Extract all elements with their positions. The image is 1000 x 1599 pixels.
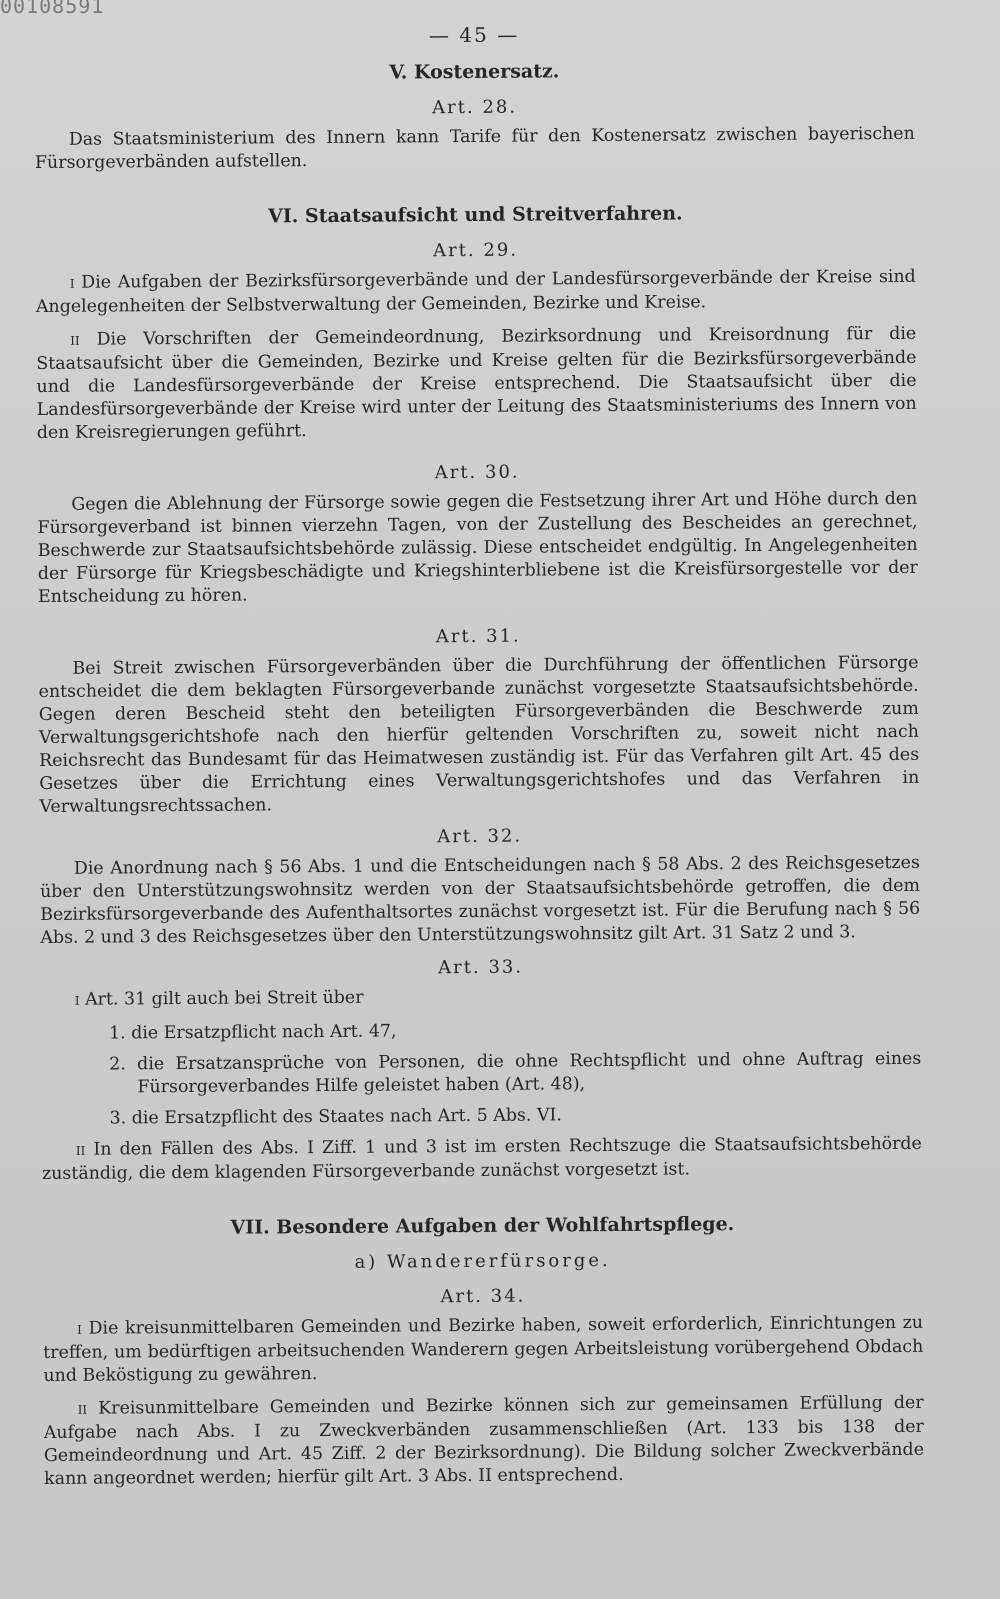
- paragraph-number: I: [69, 276, 75, 291]
- archive-stamp: 00108591: [0, 0, 105, 18]
- paragraph-text: Bei Streit zwischen Fürsorgeverbänden über die Durchführung der öffentlichen Fürsorge entscheidet die dem beklagten Fürsorgeverbande zunächst vorgesetzte Staatsaufsichtsbehörde. Gegen deren Bescheid steht den beteiligten Fürsorgeverbänden die Beschwerde zum Verwaltungsgerichtshofe nach den hierfür geltenden Vorschriften zu, soweit nicht nach Reichsrecht das Bundesamt für das Heimatwesen zuständig ist. Für das Verfahren gilt Art. 45 des Gesetzes über die Errichtung eines Verwaltungsgerichtshofes und das Verfahren in Verwaltungsrechtssachen.: [38, 652, 920, 817]
- section-heading-v: V. Kostenersatz.: [389, 60, 560, 84]
- paragraph-art29-2: [36, 323, 917, 445]
- list-item: 3. die Ersatzpflicht des Staates nach Art. 5 Abs. VI.: [109, 1105, 562, 1129]
- article-heading-34: Art. 34.: [440, 1285, 526, 1308]
- article-heading-29: Art. 29.: [433, 239, 519, 262]
- paragraph-number: I: [77, 1322, 82, 1337]
- paragraph-text: Art. 31 gilt auch bei Streit über: [85, 987, 364, 1010]
- paragraph-text: Die Vorschriften der Gemeindeordnung, Bezirksordnung und Kreisordnung für die Staatsaufsicht über die Gemeinden, Bezirke und Kreise gelten für die Bezirksfürsorgeverbände und die Landesfürsorgeverbände der Kreise entsprechend. Die Staatsaufsicht über die Landesfürsorgeverbände der Kreise wird unter der Leitung des Staatsministeriums des Innern von den Kreisregierungen geführt.: [36, 323, 917, 443]
- article-heading-28: Art. 28.: [432, 96, 518, 119]
- paragraph-art31: [38, 652, 919, 819]
- article-heading-30: Art. 30.: [434, 461, 520, 484]
- paragraph-art34-2: [44, 1392, 925, 1491]
- list-item: 2. die Ersatzansprüche von Personen, die ohne Rechtspflicht und ohne Auftrag eines Fürsorgeverbandes Hilfe geleistet haben (Art. 48),: [109, 1048, 922, 1098]
- paragraph-art28: [35, 123, 915, 175]
- article-heading-31: Art. 31.: [435, 625, 521, 648]
- list-item: 1. die Ersatzpflicht nach Art. 47,: [108, 1021, 397, 1044]
- section-heading-vi: VI. Staatsaufsicht und Streitverfahren.: [267, 202, 683, 228]
- paragraph-art32: [40, 852, 921, 950]
- paragraph-text: Gegen die Ablehnung der Fürsorge sowie gegen die Festsetzung ihrer Art und Höhe durch den Fürsorgeverband ist binnen vierzehn Tagen, von der Zustellung des Bescheides an gerechnet, Beschwerde zur Staatsaufsichtsbehörde zulässig. Diese entscheidet endgültig. In Angelegenheiten der Fürsorge für Kriegsbeschädigte und Kriegshinterbliebene ist die Kreisfürsorgestelle vor der Entscheidung zu hören.: [37, 488, 918, 607]
- article-heading-32: Art. 32.: [437, 825, 523, 848]
- paragraph-text: Die Anordnung nach § 56 Abs. 1 und die Entscheidungen nach § 58 Abs. 2 des Reichsgesetzes über den Unterstützungswohnsitz werden von der Staatsaufsichtsbehörde getroffen, die dem Bezirksfürsorgeverbande des Aufenthaltsortes zunächst vorgesetzt ist. Für die Berufung nach § 56 Abs. 2 und 3 des Reichsgesetzes über den Unterstützungswohnsitz gilt Art. 31 Satz 2 und 3.: [39, 852, 921, 948]
- paragraph-text: Kreisunmittelbare Gemeinden und Bezirke können sich zur gemeinsamen Erfüllung der Aufgabe nach Abs. I zu Zweckverbänden zusammenschließen (Art. 133 bis 138 der Gemeindeordnung und Art. 45 Ziff. 2 der Bezirksordnung). Die Bildung solcher Zweckverbände kann angeordnet werden; hierfür gilt Art. 3 Abs. II entsprechend.: [43, 1392, 925, 1489]
- paragraph-number: II: [70, 333, 80, 348]
- subsection-heading: a) Wandererfürsorge.: [354, 1250, 611, 1273]
- page-content: [34, 20, 924, 1501]
- paragraph-number: II: [75, 1143, 86, 1158]
- section-heading-vii: VII. Besondere Aufgaben der Wohlfahrtspflege.: [230, 1213, 735, 1239]
- paragraph-text: In den Fällen des Abs. I Ziff. 1 und 3 ist im ersten Rechtszuge die Staatsaufsichtsbehörde zuständig, die dem klagenden Fürsorgeverbande zunächst vorgesetzt ist.: [41, 1133, 922, 1184]
- page-number: — 45 —: [428, 22, 520, 48]
- paragraph-art33-2: [42, 1133, 922, 1186]
- paragraph-text: Die kreisunmittelbaren Gemeinden und Bezirke haben, soweit erforderlich, Einrichtungen zu treffen, um bedürftigen arbeitsuchenden Wanderern gegen Arbeitsleistung vorübergehend Obdach und Beköstigung zu gewähren.: [43, 1312, 924, 1386]
- paragraph-text: Die Aufgaben der Bezirksfürsorgeverbände und der Landesfürsorgeverbände der Kreise sind Angelegenheiten der Selbstverwaltung der Gemeinden, Bezirke und Kreise.: [35, 266, 916, 317]
- paragraph-art34-1: [43, 1312, 923, 1388]
- article-heading-33: Art. 33.: [438, 956, 524, 979]
- paragraph-text: Das Staatsministerium des Innern kann Tarife für den Kostenersatz zwischen bayerischen Fürsorgeverbänden aufstellen.: [34, 123, 915, 173]
- paragraph-art30: [37, 488, 918, 609]
- paragraph-number: II: [77, 1402, 88, 1417]
- paragraph-number: I: [74, 993, 80, 1008]
- paragraph-art33-1: [41, 983, 921, 1013]
- paragraph-art29-1: [36, 266, 916, 319]
